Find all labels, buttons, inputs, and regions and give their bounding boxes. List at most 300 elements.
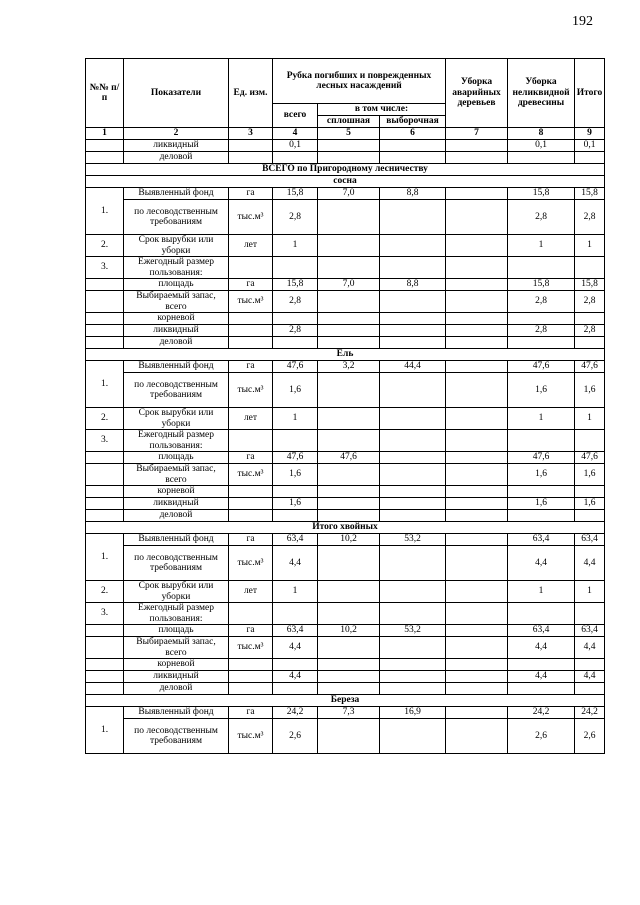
illiquid-cell [508, 337, 575, 349]
emergency-cell [446, 279, 508, 291]
table-row [86, 464, 605, 486]
sum-cell [575, 257, 605, 279]
emergency-cell [446, 408, 508, 430]
illiquid-cell: 1,6 [508, 498, 575, 510]
selective-cell [380, 683, 446, 695]
table-row [86, 140, 605, 152]
unit-cell: га [229, 625, 273, 637]
column-number: 3 [229, 128, 273, 140]
illiquid-cell: 2,6 [508, 719, 575, 754]
header-emergency: Уборка аварийных деревьев [446, 59, 508, 128]
unit-cell [229, 603, 273, 625]
emergency-cell [446, 235, 508, 257]
indicator-cell: Срок вырубки или уборки [124, 235, 229, 257]
emergency-cell [446, 373, 508, 408]
table-row [86, 337, 605, 349]
selective-cell [380, 200, 446, 235]
unit-cell: тыс.м³ [229, 373, 273, 408]
table-row [86, 707, 605, 719]
indicator-cell: корневой [124, 659, 229, 671]
total-cell: 1 [273, 408, 318, 430]
selective-cell [380, 546, 446, 581]
clear-cell [318, 637, 380, 659]
table-body [86, 140, 605, 754]
table-row [86, 452, 605, 464]
total-cell [273, 257, 318, 279]
total-cell: 4,4 [273, 546, 318, 581]
illiquid-cell [508, 510, 575, 522]
sum-cell: 24,2 [575, 707, 605, 719]
total-cell: 47,6 [273, 361, 318, 373]
column-number: 5 [318, 128, 380, 140]
clear-cell [318, 408, 380, 430]
num-cell [86, 486, 124, 498]
total-cell: 15,8 [273, 279, 318, 291]
clear-cell: 47,6 [318, 452, 380, 464]
emergency-cell [446, 534, 508, 546]
emergency-cell [446, 486, 508, 498]
selective-cell: 53,2 [380, 534, 446, 546]
total-cell [273, 152, 318, 164]
selective-cell [380, 637, 446, 659]
illiquid-cell: 1 [508, 581, 575, 603]
num-cell: 2. [86, 581, 124, 603]
emergency-cell [446, 498, 508, 510]
illiquid-cell: 1 [508, 408, 575, 430]
illiquid-cell [508, 313, 575, 325]
section-title: Итого хвойных [86, 522, 605, 534]
indicator-cell: Ежегодный размер пользования: [124, 257, 229, 279]
unit-cell [229, 498, 273, 510]
unit-cell: тыс.м³ [229, 291, 273, 313]
unit-cell: лет [229, 235, 273, 257]
unit-cell: га [229, 707, 273, 719]
sum-cell: 4,4 [575, 546, 605, 581]
emergency-cell [446, 510, 508, 522]
clear-cell [318, 546, 380, 581]
unit-cell [229, 325, 273, 337]
clear-cell [318, 140, 380, 152]
num-cell: 2. [86, 408, 124, 430]
emergency-cell [446, 719, 508, 754]
num-cell: 3. [86, 430, 124, 452]
sum-cell: 63,4 [575, 534, 605, 546]
sum-cell: 1 [575, 408, 605, 430]
total-cell: 63,4 [273, 625, 318, 637]
clear-cell [318, 430, 380, 452]
clear-cell [318, 659, 380, 671]
clear-cell [318, 498, 380, 510]
illiquid-cell [508, 257, 575, 279]
emergency-cell [446, 637, 508, 659]
unit-cell [229, 671, 273, 683]
clear-cell [318, 671, 380, 683]
indicator-cell: по лесоводственным требованиям [124, 200, 229, 235]
num-cell: 3. [86, 257, 124, 279]
selective-cell [380, 603, 446, 625]
emergency-cell [446, 452, 508, 464]
unit-cell: тыс.м³ [229, 546, 273, 581]
indicator-cell: площадь [124, 279, 229, 291]
unit-cell: лет [229, 408, 273, 430]
clear-cell: 7,0 [318, 188, 380, 200]
num-cell: 3. [86, 603, 124, 625]
total-cell: 1,6 [273, 373, 318, 408]
num-cell [86, 671, 124, 683]
selective-cell [380, 325, 446, 337]
illiquid-cell: 1 [508, 235, 575, 257]
emergency-cell [446, 200, 508, 235]
section-title: Ель [86, 349, 605, 361]
table-row [86, 235, 605, 257]
column-number: 4 [273, 128, 318, 140]
emergency-cell [446, 313, 508, 325]
table-row [86, 683, 605, 695]
selective-cell [380, 337, 446, 349]
indicator-cell: Выявленный фонд [124, 707, 229, 719]
illiquid-cell: 1,6 [508, 373, 575, 408]
num-cell [86, 498, 124, 510]
table-row [86, 581, 605, 603]
num-cell [86, 683, 124, 695]
unit-cell [229, 510, 273, 522]
emergency-cell [446, 152, 508, 164]
emergency-cell [446, 671, 508, 683]
num-cell [86, 313, 124, 325]
emergency-cell [446, 603, 508, 625]
selective-cell: 16,9 [380, 707, 446, 719]
total-cell [273, 510, 318, 522]
unit-cell [229, 337, 273, 349]
selective-cell [380, 581, 446, 603]
indicator-cell: ликвидный [124, 325, 229, 337]
unit-cell: тыс.м³ [229, 200, 273, 235]
unit-cell: га [229, 452, 273, 464]
clear-cell [318, 152, 380, 164]
header-total: всего [273, 104, 318, 128]
header-sum: Итого [575, 59, 605, 128]
table-row [86, 625, 605, 637]
total-cell: 2,8 [273, 200, 318, 235]
column-number: 2 [124, 128, 229, 140]
sum-cell [575, 510, 605, 522]
num-cell [86, 464, 124, 486]
table-row [86, 546, 605, 581]
column-number: 1 [86, 128, 124, 140]
illiquid-cell [508, 430, 575, 452]
table-row [86, 257, 605, 279]
sum-cell: 63,4 [575, 625, 605, 637]
column-number: 7 [446, 128, 508, 140]
num-cell [86, 291, 124, 313]
header-incl: в том числе: [318, 104, 446, 116]
clear-cell: 7,0 [318, 279, 380, 291]
sum-cell [575, 152, 605, 164]
num-cell [86, 325, 124, 337]
sum-cell: 47,6 [575, 361, 605, 373]
total-cell [273, 659, 318, 671]
selective-cell [380, 408, 446, 430]
illiquid-cell [508, 683, 575, 695]
unit-cell [229, 683, 273, 695]
table-row [86, 325, 605, 337]
illiquid-cell: 15,8 [508, 188, 575, 200]
section-row [86, 695, 605, 707]
emergency-cell [446, 683, 508, 695]
num-cell [86, 625, 124, 637]
illiquid-cell [508, 152, 575, 164]
sum-cell: 1 [575, 581, 605, 603]
table-row [86, 637, 605, 659]
illiquid-cell [508, 659, 575, 671]
total-cell: 0,1 [273, 140, 318, 152]
unit-cell [229, 257, 273, 279]
emergency-cell [446, 291, 508, 313]
num-cell [86, 637, 124, 659]
selective-cell: 8,8 [380, 188, 446, 200]
sum-cell: 1,6 [575, 373, 605, 408]
indicator-cell: Срок вырубки или уборки [124, 581, 229, 603]
illiquid-cell: 24,2 [508, 707, 575, 719]
header-felling: Рубка погибших и поврежденных лесных насаждений [273, 59, 446, 104]
selective-cell [380, 452, 446, 464]
emergency-cell [446, 337, 508, 349]
indicator-cell: деловой [124, 337, 229, 349]
indicator-cell: по лесоводственным требованиям [124, 719, 229, 754]
indicator-cell: Выбираемый запас, всего [124, 464, 229, 486]
unit-cell [229, 152, 273, 164]
clear-cell: 3,2 [318, 361, 380, 373]
table-row [86, 152, 605, 164]
selective-cell [380, 140, 446, 152]
emergency-cell [446, 707, 508, 719]
sum-cell [575, 683, 605, 695]
illiquid-cell [508, 486, 575, 498]
total-cell [273, 313, 318, 325]
clear-cell: 7,3 [318, 707, 380, 719]
emergency-cell [446, 625, 508, 637]
header-unit: Ед. изм. [229, 59, 273, 128]
total-cell: 47,6 [273, 452, 318, 464]
total-cell: 1 [273, 581, 318, 603]
selective-cell [380, 257, 446, 279]
indicator-cell: по лесоводственным требованиям [124, 373, 229, 408]
indicator-cell: ликвидный [124, 140, 229, 152]
emergency-cell [446, 188, 508, 200]
unit-cell: тыс.м³ [229, 719, 273, 754]
selective-cell [380, 719, 446, 754]
total-cell [273, 683, 318, 695]
table-row [86, 510, 605, 522]
clear-cell [318, 257, 380, 279]
num-cell [86, 152, 124, 164]
sum-cell: 0,1 [575, 140, 605, 152]
indicator-cell: Выбираемый запас, всего [124, 291, 229, 313]
table-row [86, 188, 605, 200]
sum-cell: 2,8 [575, 200, 605, 235]
sum-cell: 1,6 [575, 464, 605, 486]
indicator-cell: Ежегодный размер пользования: [124, 430, 229, 452]
emergency-cell [446, 464, 508, 486]
clear-cell [318, 337, 380, 349]
clear-cell [318, 510, 380, 522]
indicator-cell: площадь [124, 625, 229, 637]
total-cell: 2,6 [273, 719, 318, 754]
indicator-cell: корневой [124, 313, 229, 325]
illiquid-cell: 0,1 [508, 140, 575, 152]
indicator-cell: Выбираемый запас, всего [124, 637, 229, 659]
emergency-cell [446, 361, 508, 373]
header-num: №№ п/п [86, 59, 124, 128]
illiquid-cell: 4,4 [508, 637, 575, 659]
illiquid-cell: 4,4 [508, 671, 575, 683]
total-cell [273, 337, 318, 349]
section-row [86, 522, 605, 534]
table-row [86, 361, 605, 373]
indicator-cell: ликвидный [124, 671, 229, 683]
num-cell: 1. [86, 707, 124, 754]
indicator-cell: корневой [124, 486, 229, 498]
illiquid-cell: 1,6 [508, 464, 575, 486]
section-title: сосна [86, 176, 605, 188]
sum-cell: 2,8 [575, 291, 605, 313]
indicator-cell: Выявленный фонд [124, 188, 229, 200]
selective-cell [380, 498, 446, 510]
clear-cell [318, 325, 380, 337]
total-cell: 2,8 [273, 325, 318, 337]
total-cell: 4,4 [273, 671, 318, 683]
illiquid-cell: 4,4 [508, 546, 575, 581]
total-cell: 24,2 [273, 707, 318, 719]
selective-cell [380, 291, 446, 313]
selective-cell [380, 373, 446, 408]
unit-cell [229, 313, 273, 325]
unit-cell [229, 659, 273, 671]
emergency-cell [446, 257, 508, 279]
table-row [86, 534, 605, 546]
table-row [86, 279, 605, 291]
clear-cell: 10,2 [318, 534, 380, 546]
column-number: 6 [380, 128, 446, 140]
emergency-cell [446, 546, 508, 581]
unit-cell: га [229, 534, 273, 546]
sum-cell: 2,6 [575, 719, 605, 754]
indicator-cell: ликвидный [124, 498, 229, 510]
clear-cell [318, 581, 380, 603]
column-number: 9 [575, 128, 605, 140]
illiquid-cell: 63,4 [508, 625, 575, 637]
unit-cell: га [229, 279, 273, 291]
table-row [86, 430, 605, 452]
unit-cell [229, 486, 273, 498]
page-number: 192 [572, 14, 593, 29]
selective-cell: 8,8 [380, 279, 446, 291]
sum-cell: 4,4 [575, 637, 605, 659]
clear-cell [318, 464, 380, 486]
unit-cell: лет [229, 581, 273, 603]
table-row [86, 373, 605, 408]
indicator-cell: деловой [124, 510, 229, 522]
table-row [86, 313, 605, 325]
header-illiquid: Уборка неликвидной древесины [508, 59, 575, 128]
illiquid-cell [508, 603, 575, 625]
selective-cell [380, 152, 446, 164]
table-row [86, 659, 605, 671]
total-cell: 1,6 [273, 498, 318, 510]
clear-cell [318, 200, 380, 235]
clear-cell [318, 291, 380, 313]
num-cell: 1. [86, 361, 124, 408]
forest-felling-table [85, 58, 605, 754]
indicator-cell: Выявленный фонд [124, 534, 229, 546]
column-number-row [86, 128, 605, 140]
sum-cell [575, 486, 605, 498]
sum-cell: 4,4 [575, 671, 605, 683]
clear-cell [318, 373, 380, 408]
table-row [86, 291, 605, 313]
selective-cell [380, 313, 446, 325]
clear-cell [318, 603, 380, 625]
indicator-cell: по лесоводственным требованиям [124, 546, 229, 581]
table-header [86, 59, 605, 140]
selective-cell [380, 235, 446, 257]
illiquid-cell: 47,6 [508, 452, 575, 464]
num-cell [86, 140, 124, 152]
sum-cell: 1 [575, 235, 605, 257]
table-row [86, 671, 605, 683]
unit-cell: тыс.м³ [229, 464, 273, 486]
sum-cell: 2,8 [575, 325, 605, 337]
total-cell: 1,6 [273, 464, 318, 486]
selective-cell [380, 430, 446, 452]
total-cell: 15,8 [273, 188, 318, 200]
emergency-cell [446, 140, 508, 152]
indicator-cell: Срок вырубки или уборки [124, 408, 229, 430]
sum-cell: 15,8 [575, 188, 605, 200]
illiquid-cell: 63,4 [508, 534, 575, 546]
unit-cell: га [229, 361, 273, 373]
table-row [86, 486, 605, 498]
sum-cell: 1,6 [575, 498, 605, 510]
unit-cell: тыс.м³ [229, 637, 273, 659]
num-cell [86, 659, 124, 671]
num-cell: 2. [86, 235, 124, 257]
selective-cell [380, 510, 446, 522]
column-number: 8 [508, 128, 575, 140]
unit-cell [229, 430, 273, 452]
section-row [86, 349, 605, 361]
clear-cell [318, 683, 380, 695]
total-cell [273, 603, 318, 625]
sum-cell [575, 430, 605, 452]
indicator-cell: деловой [124, 152, 229, 164]
table-row [86, 498, 605, 510]
sum-cell: 47,6 [575, 452, 605, 464]
selective-cell [380, 659, 446, 671]
header-indicator: Показатели [124, 59, 229, 128]
indicator-cell: деловой [124, 683, 229, 695]
clear-cell [318, 235, 380, 257]
clear-cell [318, 719, 380, 754]
clear-cell [318, 486, 380, 498]
sum-cell: 15,8 [575, 279, 605, 291]
section-row [86, 164, 605, 176]
emergency-cell [446, 659, 508, 671]
selective-cell [380, 464, 446, 486]
table-row [86, 408, 605, 430]
illiquid-cell: 2,8 [508, 200, 575, 235]
num-cell [86, 510, 124, 522]
